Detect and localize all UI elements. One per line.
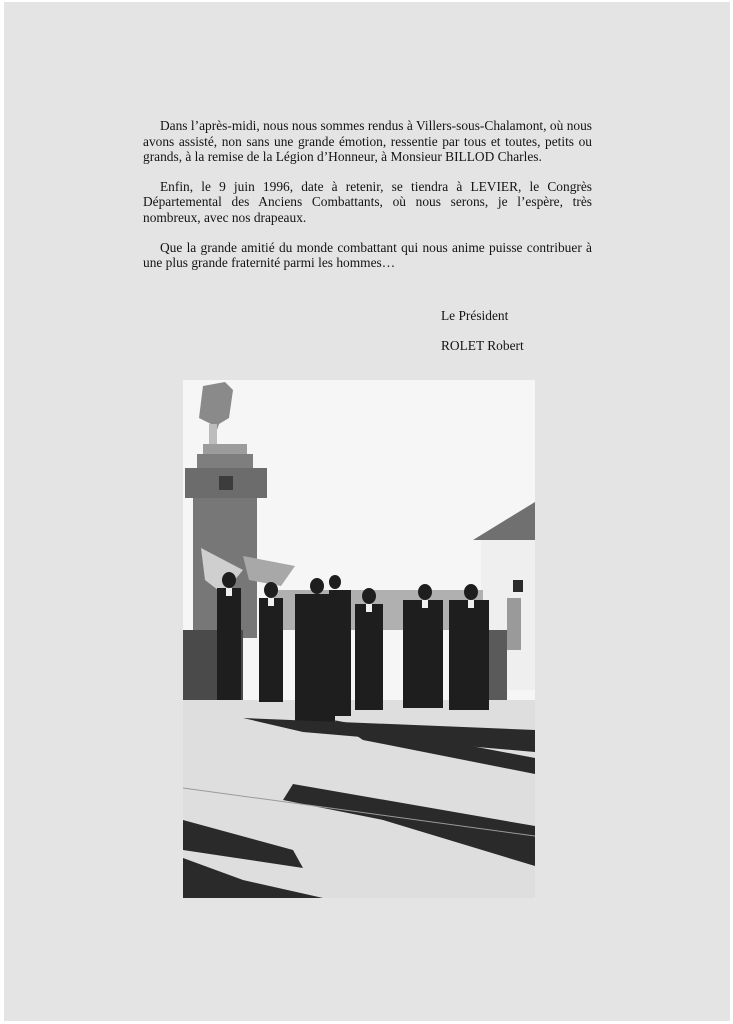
paragraph-ceremony: Dans l’après-midi, nous nous sommes rendus à Villers-sous-Chalamont, où nous avons assisté, non sans une grande émotion, ressentie par tous et toutes, petits ou grands, à la remise de la Légion d’Honneur, à Monsieur BILLOD Charles. <box>143 118 592 165</box>
signature-title: Le Président <box>441 308 509 323</box>
paragraph-closing: Que la grande amitié du monde combattant qui nous anime puisse contribuer à une plus grande fraternité parmi les hommes… <box>143 239 592 271</box>
paragraph-congress: Enfin, le 9 juin 1996, date à retenir, se tiendra à LEVIER, le Congrès Départemental des Anciens Combattants, où nous serons, je l’espère, très nombreux, avec nos drapeaux. <box>143 178 592 225</box>
signature-block <box>441 308 524 368</box>
letter-body <box>143 118 592 285</box>
ceremony-photo <box>183 380 535 898</box>
signature-name: ROLET Robert <box>441 338 524 353</box>
